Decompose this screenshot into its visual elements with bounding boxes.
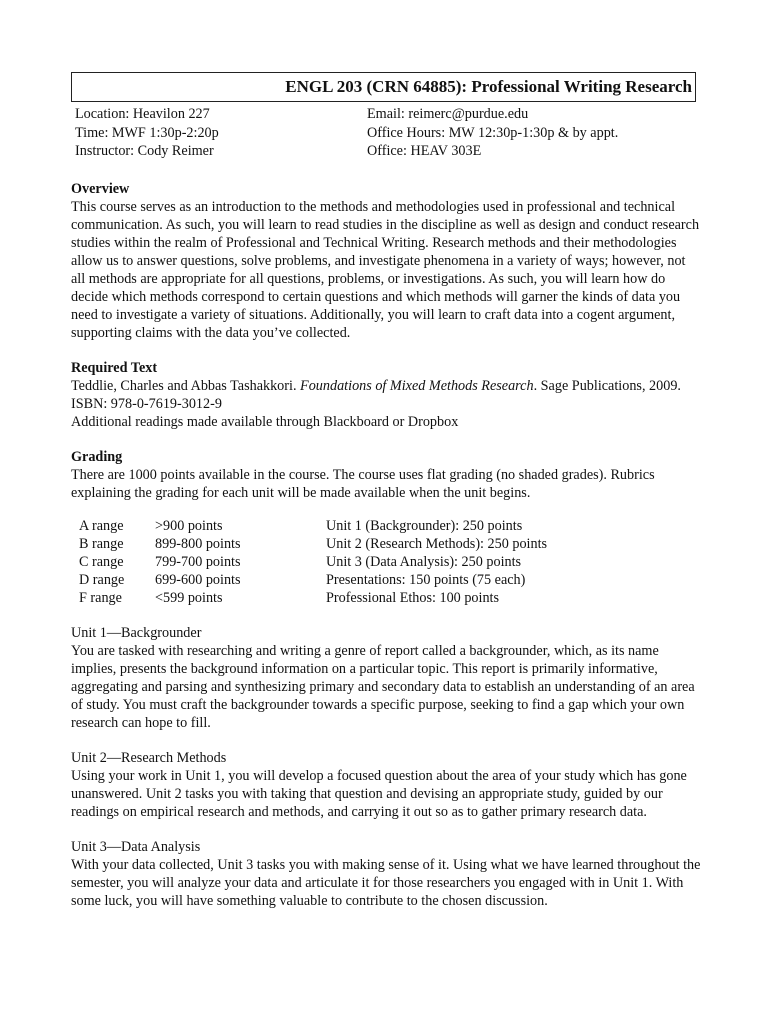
- course-info-right: [367, 105, 618, 161]
- grade-range-label: A range: [79, 518, 124, 534]
- course-info-left: [75, 105, 219, 161]
- unit1-heading: Unit 1—Backgrounder: [71, 625, 202, 641]
- citation: [71, 377, 701, 413]
- citation-book-title: Foundations of Mixed Methods Research: [300, 378, 534, 394]
- unit-points-item: Unit 3 (Data Analysis): 250 points: [326, 554, 522, 570]
- grade-range-points: 699-600 points: [155, 572, 241, 588]
- unit2-section: [71, 749, 701, 821]
- unit3-heading: Unit 3—Data Analysis: [71, 839, 201, 855]
- unit-points-column: [326, 517, 547, 607]
- unit-points-item: Unit 1 (Backgrounder): 250 points: [326, 518, 523, 534]
- unit1-section: [71, 624, 701, 732]
- grade-range-label: B range: [79, 536, 124, 552]
- grade-points-column: [155, 517, 241, 607]
- course-title: ENGL 203 (CRN 64885): Professional Writing Research: [285, 77, 692, 96]
- citation-authors: Teddlie, Charles and Abbas Tashakkori.: [71, 378, 301, 394]
- unit3-text: With your data collected, Unit 3 tasks you with making sense of it. Using what we have learned throughout the semester, you will analyze your data and articulate it for those researchers you engaged with in Unit 1. With some luck, you will have something valuable to contribute to the chosen discussion.: [71, 857, 701, 909]
- office-hours-text: Office Hours: MW 12:30p-1:30p & by appt.: [367, 124, 619, 141]
- unit1-text: You are tasked with researching and writing a genre of report called a backgrounder, which, as its name implies, presents the background information on a particular topic. This report is primarily informative, aggregating and parsing and synthesizing primary and secondary data to establish an understanding of an area of study. You must craft the backgrounder towards a specific purpose, seeking to find a gap which your own research can hope to fill.: [71, 643, 695, 731]
- citation-publisher: . Sage Publications, 2009. ISBN: 978-0-7619-3012-9: [71, 378, 681, 412]
- grade-range-label: D range: [79, 572, 125, 588]
- grading-heading: Grading: [71, 449, 123, 465]
- overview-text: This course serves as an introduction to the methods and methodologies used in professional and technical communication. As such, you will learn to read studies in the discipline as well as design and conduct research studies within the realm of Professional and Technical Writing. Research methods and their methodologies allow us to answer questions, solve problems, and investigate phenomena in a variety of ways; however, not all methods are appropriate for all questions, problems, or investigations. As such, you will learn how do decide which methods correspond to certain questions and which methods will garner the kinds of data you need to investigate a variety of situations. Additionally, you will learn to craft data into a cogent argument, supporting claims with the data you’ve collected.: [71, 199, 700, 341]
- unit-points-item: Professional Ethos: 100 points: [326, 590, 500, 606]
- required-text-section: [71, 359, 701, 431]
- grade-range-points: 799-700 points: [155, 554, 241, 570]
- instructor-text: Instructor: Cody Reimer: [75, 143, 214, 159]
- office-text: Office: HEAV 303E: [367, 143, 482, 159]
- grading-text: There are 1000 points available in the course. The course uses flat grading (no shaded grades). Rubrics explaining the grading for each unit will be made available when the unit begins.: [71, 467, 655, 501]
- grade-range-points: >900 points: [155, 518, 223, 534]
- unit-points-item: Presentations: 150 points (75 each): [326, 572, 526, 588]
- syllabus-content: [71, 180, 701, 927]
- grading-section: [71, 448, 701, 502]
- additional-readings: Additional readings made available through Blackboard or Dropbox: [71, 414, 459, 430]
- course-title-box: [71, 72, 696, 102]
- grade-range-points: <599 points: [155, 590, 223, 606]
- grade-range-points: 899-800 points: [155, 536, 241, 552]
- unit2-text: Using your work in Unit 1, you will develop a focused question about the area of your study which has gone unanswered. Unit 2 tasks you with taking that question and devising an appropriate study, guided by our readings on empirical research and methods, and carrying it out so as to gather primary research data.: [71, 768, 687, 820]
- overview-heading: Overview: [71, 181, 130, 197]
- time-text: Time: MWF 1:30p-2:20p: [75, 124, 219, 141]
- grade-letter-column: [79, 517, 124, 607]
- required-text-heading: Required Text: [71, 360, 158, 376]
- unit-points-item: Unit 2 (Research Methods): 250 points: [326, 536, 548, 552]
- unit3-section: [71, 838, 701, 910]
- unit2-heading: Unit 2—Research Methods: [71, 750, 227, 766]
- overview-section: [71, 180, 701, 342]
- email-text: Email: reimerc@purdue.edu: [367, 106, 529, 122]
- grading-table: [71, 517, 701, 609]
- grade-range-label: F range: [79, 590, 122, 606]
- location-text: Location: Heavilon 227: [75, 106, 210, 122]
- grade-range-label: C range: [79, 554, 124, 570]
